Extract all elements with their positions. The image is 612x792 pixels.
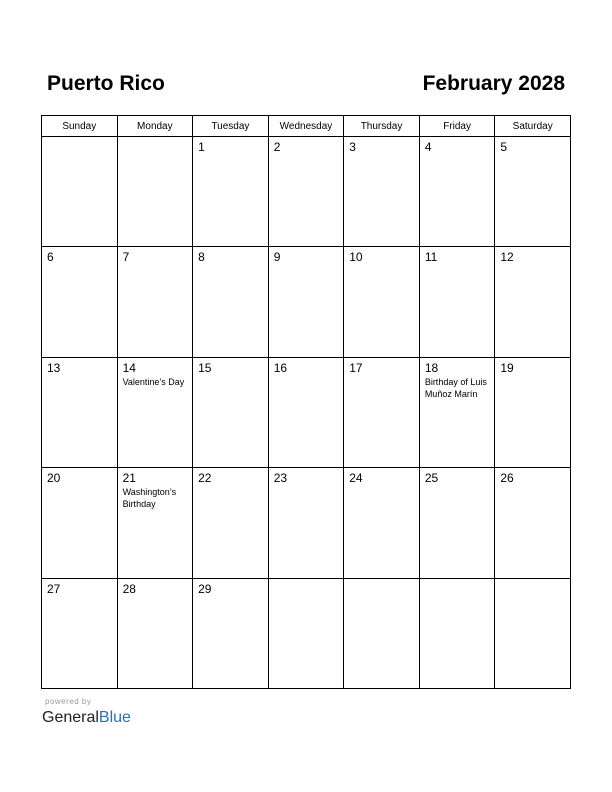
day-number: 8 (198, 250, 205, 265)
day-cell (42, 137, 118, 247)
day-cell (344, 357, 420, 467)
day-cell (419, 247, 495, 357)
day-cell (495, 247, 571, 357)
day-number: 1 (198, 140, 205, 154)
day-cell (268, 247, 344, 357)
day-number: 21 (122, 471, 136, 486)
day-number: 18 (424, 360, 439, 375)
week-row (42, 468, 571, 578)
holiday-label: Washington’s Birthday (122, 487, 177, 510)
day-cell (42, 468, 118, 578)
day-number: 28 (122, 581, 136, 596)
day-number: 6 (47, 250, 54, 265)
day-number: 24 (349, 471, 363, 486)
day-cell (495, 357, 571, 467)
day-cell (344, 137, 420, 247)
weekday-header: Wednesday (268, 116, 344, 137)
day-cell (193, 357, 269, 467)
month-year-title: February 2028 (422, 72, 565, 95)
week-row (42, 137, 571, 247)
day-number: 11 (424, 250, 438, 265)
day-cell (193, 137, 269, 247)
day-cell (419, 137, 495, 247)
day-number: 4 (424, 140, 432, 154)
day-cell (344, 578, 420, 688)
day-cell (419, 357, 495, 467)
day-number: 5 (500, 140, 508, 154)
day-cell (42, 357, 118, 467)
day-number: 3 (349, 140, 356, 154)
day-cell (117, 468, 193, 578)
region-title: Puerto Rico (47, 72, 165, 95)
day-number: 23 (273, 471, 288, 486)
day-cell (193, 578, 269, 688)
day-cell (268, 357, 344, 467)
weekday-header: Sunday (42, 116, 118, 137)
day-cell (268, 468, 344, 578)
day-cell (268, 578, 344, 688)
weekday-header: Thursday (344, 116, 420, 137)
day-cell (117, 578, 193, 688)
day-number: 17 (349, 360, 363, 375)
day-number: 16 (273, 360, 288, 375)
day-cell (495, 468, 571, 578)
day-number: 13 (47, 360, 61, 375)
day-cell (193, 247, 269, 357)
weekday-header: Saturday (495, 116, 571, 137)
day-number: 27 (47, 581, 61, 596)
day-cell (42, 578, 118, 688)
day-number: 26 (500, 471, 514, 486)
brand-blue-text: Blue (98, 709, 131, 726)
day-cell (419, 578, 495, 688)
weekday-header: Tuesday (193, 116, 269, 137)
day-cell (117, 247, 193, 357)
day-number: 15 (198, 360, 212, 375)
day-cell (117, 357, 193, 467)
day-cell (268, 137, 344, 247)
weekday-header-row (42, 116, 571, 137)
day-cell (117, 137, 193, 247)
week-row (42, 357, 571, 467)
weekday-header: Monday (117, 116, 193, 137)
day-number: 29 (198, 581, 212, 596)
day-number: 14 (122, 360, 136, 375)
day-cell (495, 578, 571, 688)
day-cell (344, 247, 420, 357)
day-number: 7 (122, 250, 130, 265)
day-number: 22 (198, 471, 212, 486)
calendar-grid (41, 115, 571, 689)
holiday-label: Birthday of Luis Muñoz Marín (424, 376, 487, 399)
day-cell (193, 468, 269, 578)
day-number: 25 (424, 471, 439, 486)
day-cell (344, 468, 420, 578)
day-number: 20 (47, 471, 61, 486)
day-cell (495, 137, 571, 247)
day-number: 12 (500, 250, 514, 265)
day-cell (419, 468, 495, 578)
weekday-header: Friday (419, 116, 495, 137)
day-number: 19 (500, 360, 514, 375)
day-number: 10 (349, 250, 363, 265)
week-row (42, 247, 571, 357)
week-row (42, 578, 571, 688)
holiday-label: Valentine’s Day (122, 376, 185, 387)
powered-by-label: powered by (45, 697, 92, 706)
brand-logo[interactable] (42, 708, 131, 728)
brand-general-text: General (42, 709, 99, 726)
day-number: 9 (273, 250, 281, 265)
day-cell (42, 247, 118, 357)
day-number: 2 (273, 140, 281, 154)
